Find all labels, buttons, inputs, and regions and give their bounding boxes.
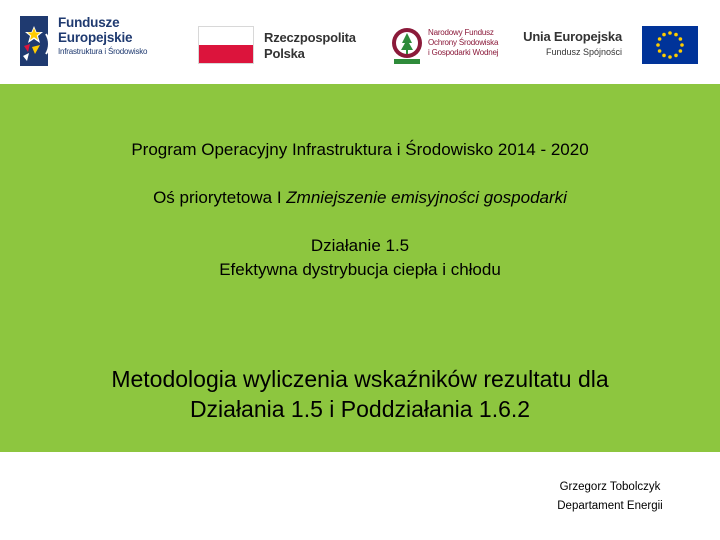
nf-logo-line3: i Gospodarki Wodnej <box>428 48 499 57</box>
methodology-line2: Działania 1.5 i Poddziałania 1.6.2 <box>189 396 531 422</box>
nf-logo-line2: Ochrony Środowiska <box>428 38 499 47</box>
priority-axis-prefix: Oś priorytetowa I <box>153 188 287 207</box>
rzeczpospolita-polska-logo <box>198 26 368 68</box>
action-name: Efektywna dystrybucja ciepła i chłodu <box>219 260 501 279</box>
fundusze-europejskie-logo <box>20 16 180 70</box>
nfosigw-emblem-icon <box>390 26 424 66</box>
unia-europejska-logo <box>523 26 698 68</box>
fe-logo-line2: Europejskie <box>58 29 133 45</box>
eu-flag-icon <box>642 26 698 64</box>
fe-logo-line3: Infrastruktura i Środowisko <box>58 47 148 56</box>
title-banner <box>0 84 720 452</box>
rp-logo-line1: Rzeczpospolita <box>264 30 356 45</box>
author-department: Departament Energii <box>557 500 663 512</box>
author-name: Grzegorz Tobolczyk <box>559 481 661 493</box>
poland-flag-icon <box>198 26 254 64</box>
nfosigw-logo <box>390 26 510 68</box>
action-title <box>0 234 720 282</box>
priority-axis <box>0 188 720 208</box>
fe-logo-line1: Fundusze <box>58 15 120 30</box>
program-title: Program Operacyjny Infrastruktura i Środowisko 2014 - 2020 <box>131 140 589 159</box>
ue-logo-line1: Unia Europejska <box>523 29 622 44</box>
priority-axis-name: Zmniejszenie emisyjności gospodarki <box>286 188 567 207</box>
author-block <box>520 478 700 516</box>
ue-logo-line2: Fundusz Spójności <box>545 47 622 57</box>
nf-logo-line1: Narodowy Fundusz <box>428 28 494 37</box>
rp-logo-line2: Polska <box>264 46 305 61</box>
action-number: Działanie 1.5 <box>310 236 410 255</box>
methodology-line1: Metodologia wyliczenia wskaźników rezultatu dla <box>111 366 609 392</box>
fe-star-icon <box>20 16 54 66</box>
logo-strip <box>0 0 720 84</box>
methodology-title <box>0 364 720 424</box>
